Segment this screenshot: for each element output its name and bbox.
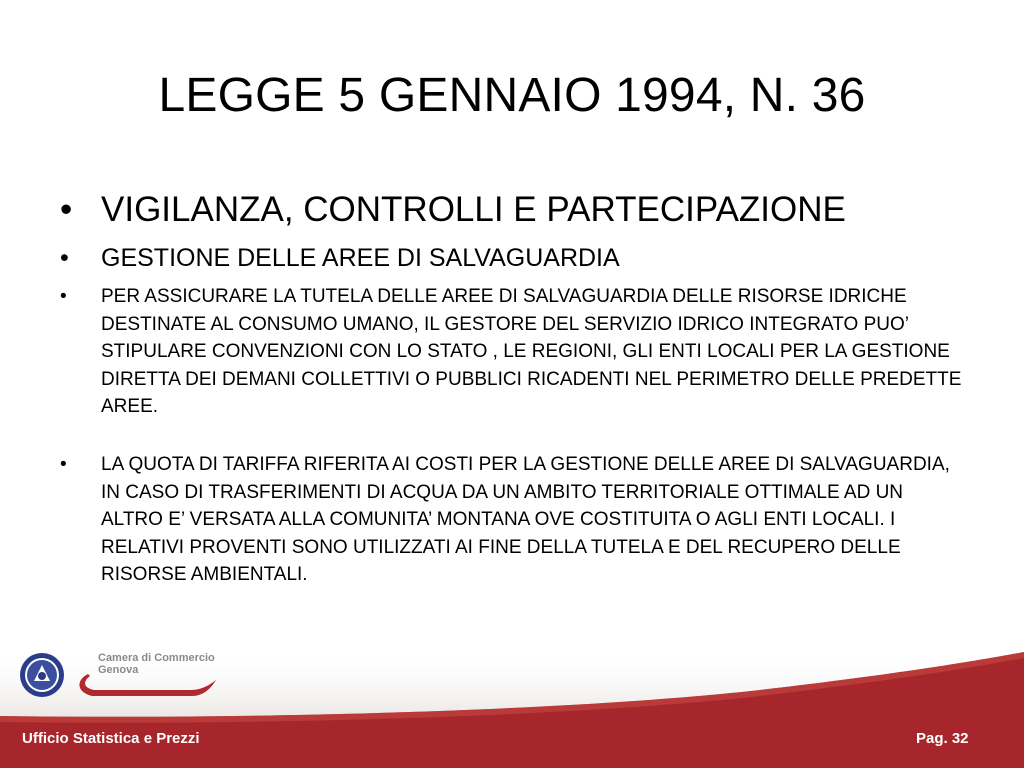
bullet-marker: • (60, 244, 69, 272)
bullet-marker: • (60, 454, 67, 475)
bullet-text: PER ASSICURARE LA TUTELA DELLE AREE DI SALVAGUARDIA DELLE RISORSE IDRICHE DESTINATE AL CONSUMO UMANO, IL GESTORE DEL SERVIZIO IDRICO INTEGRATO PUO’ STIPULARE CONVENZIONI CON LO STATO , LE REGIONI, GLI ENTI LOCALI PER LA GESTIONE DIRETTA DEI DEMANI COLLETTIVI O PUBBLICI RICADENTI NEL PERIMETRO DELLE PREDETTE AREE. (101, 286, 962, 417)
bullet-text: GESTIONE DELLE AREE DI SALVAGUARDIA (101, 244, 620, 272)
logo-line-2: Genova (98, 664, 139, 676)
logo-line-1: Camera di Commercio (98, 652, 215, 664)
bullet-marker: • (60, 286, 67, 307)
chamber-logo-text (98, 652, 215, 676)
chamber-emblem-icon (18, 651, 66, 699)
bullet-marker: • (60, 190, 73, 229)
footer-office-name: Ufficio Statistica e Prezzi (22, 730, 200, 747)
bullet-text: VIGILANZA, CONTROLLI E PARTECIPAZIONE (101, 190, 846, 229)
slide-title: LEGGE 5 GENNAIO 1994, N. 36 (158, 69, 866, 122)
page-number: Pag. 32 (916, 730, 969, 747)
bullet-text: LA QUOTA DI TARIFFA RIFERITA AI COSTI PER LA GESTIONE DELLE AREE DI SALVAGUARDIA, IN CASO DI TRASFERIMENTI DI ACQUA DA UN AMBITO TERRITORIALE OTTIMALE AD UN ALTRO E’ VERSATA ALLA COMUNITA’ MONTANA OVE COSTITUITA O AGLI ENTI LOCALI. I RELATIVI PROVENTI SONO UTILIZZATI AI FINE DELLA TUTELA E DEL RECUPERO DELLE RISORSE AMBIENTALI. (101, 454, 950, 585)
